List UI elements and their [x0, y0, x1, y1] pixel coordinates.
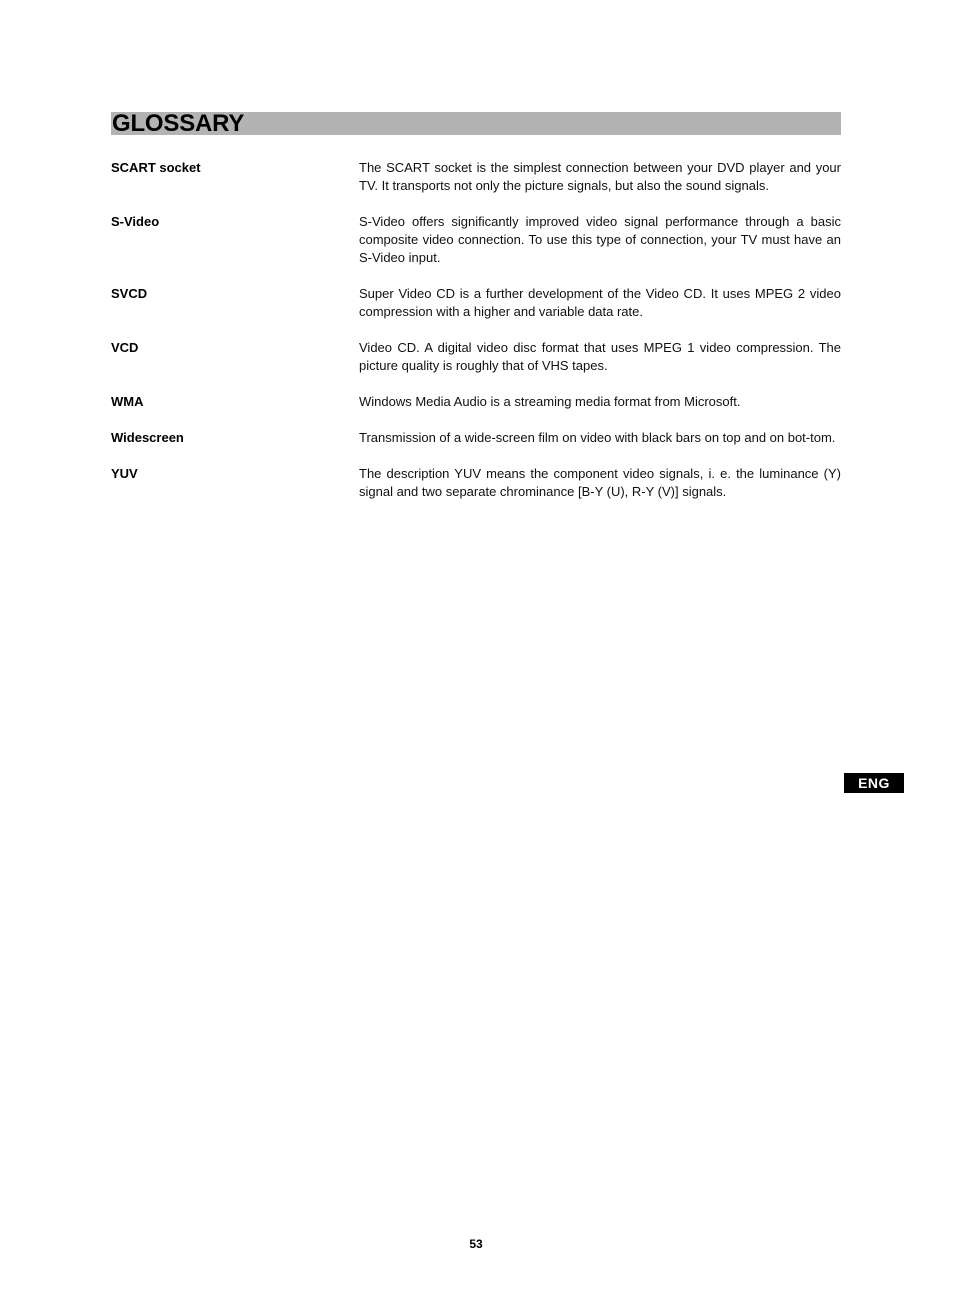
title-bar — [111, 112, 841, 135]
glossary-term: SCART socket — [111, 160, 201, 175]
glossary-definition: Transmission of a wide-screen film on video with black bars on top and on bot-tom. — [359, 430, 836, 445]
glossary-term: VCD — [111, 340, 139, 355]
glossary-definition: Windows Media Audio is a streaming media format from Microsoft. — [359, 394, 741, 409]
language-tab-eng: ENG — [844, 773, 904, 793]
glossary-entry — [111, 465, 841, 501]
glossary-definition: S-Video offers significantly improved video signal performance through a basic composite video connection. To use this type of connection, your TV must have an S-Video input. — [359, 214, 841, 265]
glossary-definition: The description YUV means the component video signals, i. e. the luminance (Y) signal and two separate chrominance [B-Y (U), R-Y (V)] signals. — [359, 466, 841, 499]
glossary-term: WMA — [111, 394, 144, 409]
glossary-entry — [111, 285, 841, 321]
glossary-term: SVCD — [111, 286, 148, 301]
page-title: GLOSSARY — [112, 110, 245, 137]
glossary-entry — [111, 429, 841, 447]
glossary-definition: The SCART socket is the simplest connection between your DVD player and your TV. It transports not only the picture signals, but also the sound signals. — [359, 160, 841, 193]
glossary-entry — [111, 213, 841, 267]
glossary-entry — [111, 159, 841, 195]
page-number: 53 — [469, 1237, 483, 1251]
glossary-term: Widescreen — [111, 430, 184, 445]
glossary-definition: Video CD. A digital video disc format that uses MPEG 1 video compression. The picture quality is roughly that of VHS tapes. — [359, 340, 841, 373]
glossary-entry — [111, 339, 841, 375]
glossary-definition: Super Video CD is a further development of the Video CD. It uses MPEG 2 video compression with a higher and variable data rate. — [359, 286, 841, 319]
glossary-term: YUV — [111, 466, 138, 481]
glossary-list — [111, 159, 841, 519]
glossary-entry — [111, 393, 841, 411]
glossary-term: S-Video — [111, 214, 160, 229]
